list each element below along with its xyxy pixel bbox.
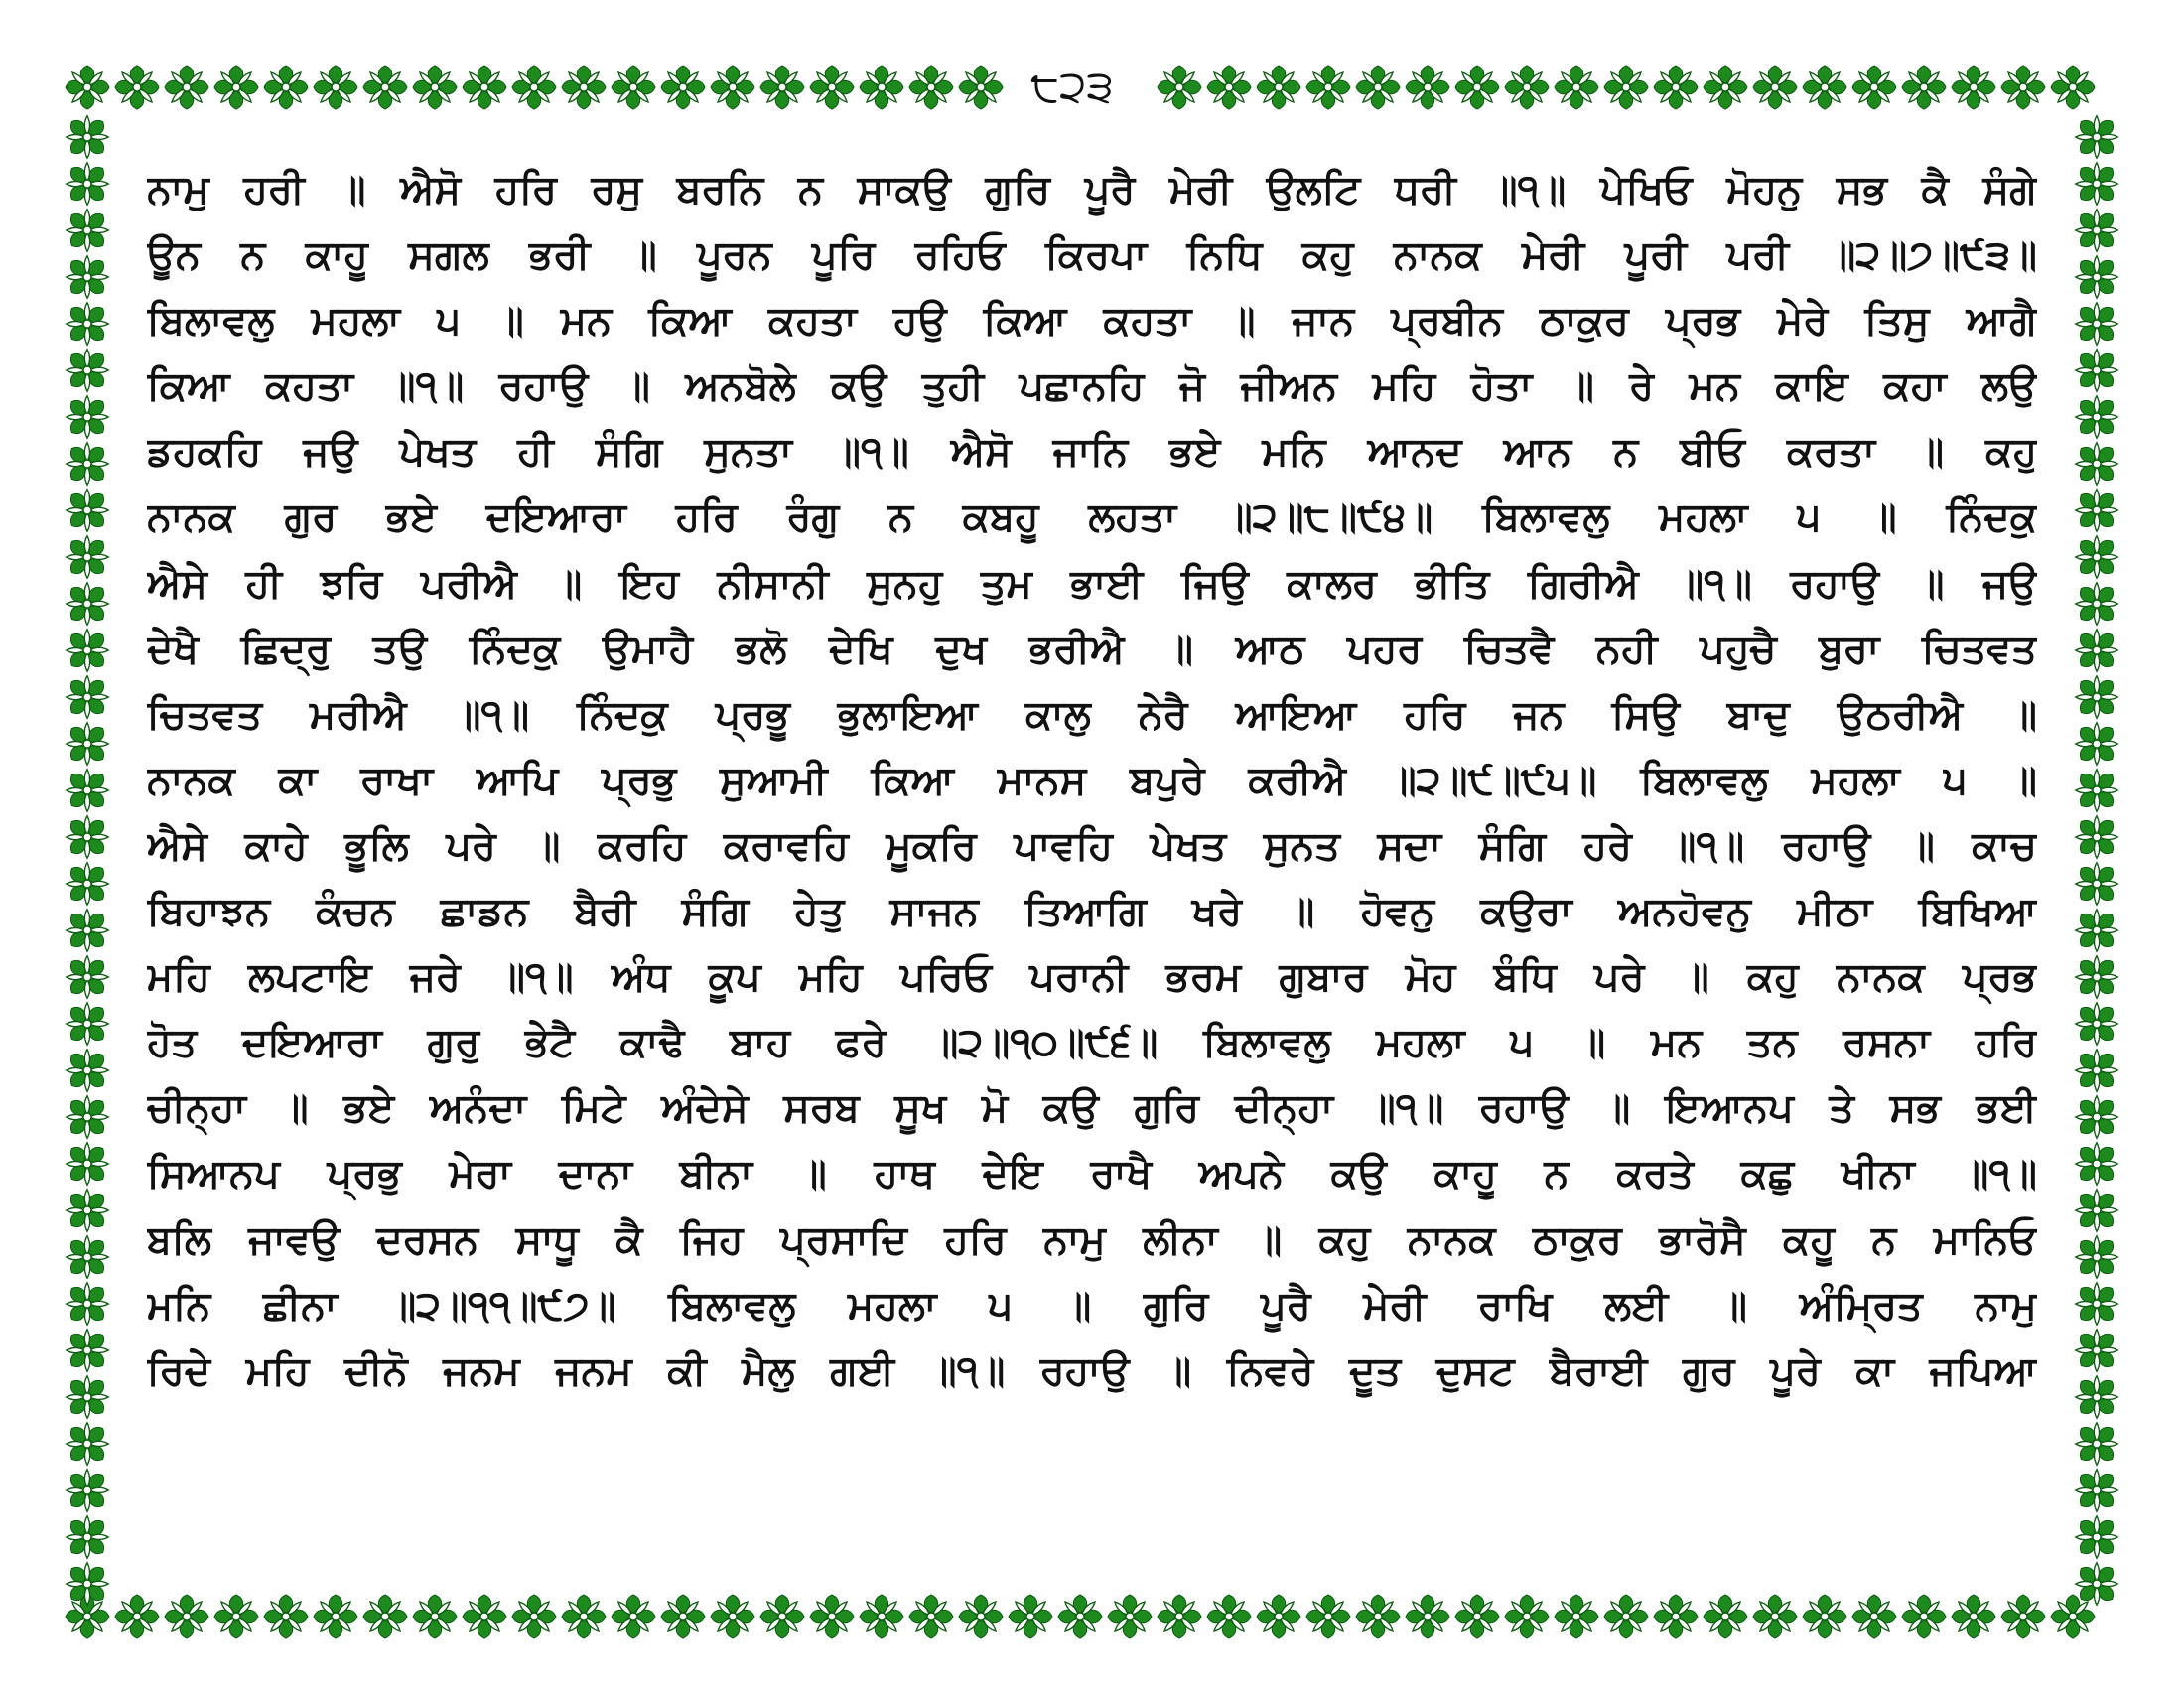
flower-ornament <box>1704 1595 1747 1638</box>
flower-ornament <box>264 1595 308 1638</box>
text-line: ਚੀਨ੍ਹਾ ॥ ਭਏ ਅਨੰਦਾ ਮਿਟੇ ਅੰਦੇਸੇ ਸਰਬ ਸੂਖ ਮੋ ਕਉ ਗੁਰਿ ਦੀਨ੍ਹਾ ॥੧॥ ਰਹਾਉ ॥ ਇਆਨਪ ਤੇ ਸਭ ਭਈ <box>147 1085 2037 1132</box>
flower-ornament <box>57 760 118 821</box>
flower-ornament <box>57 853 118 914</box>
flower-ornament <box>2066 806 2127 868</box>
flower-ornament <box>115 66 159 109</box>
flower-ornament <box>314 1595 357 1638</box>
flower-ornament <box>1306 1595 1350 1638</box>
text-line: ਐਸੇ ਕਾਹੇ ਭੂਲਿ ਪਰੇ ॥ ਕਰਹਿ ਕਰਾਵਹਿ ਮੂਕਰਿ ਪਾਵਹਿ ਪੇਖਤ ਸੁਨਤ ਸਦਾ ਸੰਗਿ ਹਰੇ ॥੧॥ ਰਹਾਉ ॥ ਕਾਚ <box>147 822 2037 869</box>
flower-ornament <box>2066 1180 2127 1241</box>
flower-ornament <box>661 1595 705 1638</box>
flower-ornament <box>57 620 118 681</box>
flower-ornament <box>1257 1595 1300 1638</box>
flower-ornament <box>57 946 118 1008</box>
flower-ornament <box>2066 293 2127 354</box>
text-line: ਐਸੇ ਹੀ ਝਰਿ ਪਰੀਐ ॥ ਇਹ ਨੀਸਾਨੀ ਸੁਨਹੁ ਤੁਮ ਭਾਈ ਜਿਉ ਕਾਲਰ ਭੀਤਿ ਗਿਰੀਐ ॥੧॥ ਰਹਾਉ ॥ ਜਉ <box>147 560 2037 607</box>
flower-ornament <box>810 1595 854 1638</box>
flower-ornament <box>57 200 118 261</box>
flower-ornament <box>1952 66 1995 109</box>
flower-ornament <box>1852 1595 1896 1638</box>
flower-ornament <box>2066 1040 2127 1101</box>
text-line: ਰਿਦੇ ਮਹਿ ਦੀਨੋ ਜਨਮ ਜਨਮ ਕੀ ਮੈਲੁ ਗਈ ॥੧॥ ਰਹਾਉ ॥ ਨਿਵਰੇ ਦੂਤ ਦੁਸਟ ਬੈਰਾਈ ਗੁਰ ਪੂਰੇ ਕਾ ਜਪਿਆ <box>147 1347 2037 1394</box>
flower-ornament <box>165 66 208 109</box>
flower-ornament <box>57 526 118 588</box>
flower-ornament <box>2066 1226 2127 1288</box>
text-line: ਹੋਤ ਦਇਆਰਾ ਗੁਰੁ ਭੇਟੈ ਕਾਢੈ ਬਾਹ ਫਰੇ ॥੨॥੧੦॥੯੬॥ ਬਿਲਾਵਲੁ ਮਹਲਾ ੫ ॥ ਮਨ ਤਨ ਰਸਨਾ ਹਰਿ <box>147 1020 2037 1066</box>
flower-ornament <box>2066 526 2127 588</box>
flower-ornament <box>2066 900 2127 961</box>
flower-ornament <box>2066 153 2127 214</box>
flower-ornament <box>2066 433 2127 494</box>
flower-ornament <box>2066 1413 2127 1475</box>
text-line: ਚਿਤਵਤ ਮਰੀਐ ॥੧॥ ਨਿੰਦਕੁ ਪ੍ਰਭੂ ਭੁਲਾਇਆ ਕਾਲੁ ਨੇਰੈ ਆਇਆ ਹਰਿ ਜਨ ਸਿਉ ਬਾਦੁ ਉਠਰੀਐ ॥ <box>147 691 2037 738</box>
flower-ornament <box>2051 66 2095 109</box>
flower-ornament <box>612 66 655 109</box>
flower-ornament <box>860 1595 903 1638</box>
flower-ornament <box>1555 1595 1598 1638</box>
flower-ornament <box>1009 1595 1052 1638</box>
flower-ornament <box>57 1040 118 1101</box>
gurbani-text-block <box>147 157 2037 1537</box>
flower-ornament <box>463 1595 506 1638</box>
flower-ornament <box>1356 66 1400 109</box>
flower-ornament <box>57 1133 118 1195</box>
flower-ornament <box>612 1595 655 1638</box>
flower-ornament <box>57 106 118 168</box>
flower-ornament <box>1902 1595 1946 1638</box>
flower-ornament <box>2066 1086 2127 1148</box>
flower-ornament <box>909 66 953 109</box>
flower-ornament <box>909 1595 953 1638</box>
flower-ornament <box>1654 1595 1698 1638</box>
flower-ornament <box>2066 946 2127 1008</box>
flower-ornament <box>1852 66 1896 109</box>
flower-ornament <box>1654 66 1698 109</box>
flower-ornament <box>2066 246 2127 308</box>
text-line: ਨਾਨਕ ਗੁਰ ਭਏ ਦਇਆਰਾ ਹਰਿ ਰੰਗੁ ਨ ਕਬਹੂ ਲਹਤਾ ॥੨॥੮॥੯੪॥ ਬਿਲਾਵਲੁ ਮਹਲਾ ੫ ॥ ਨਿੰਦਕੁ <box>147 494 2037 541</box>
flower-ornament <box>2066 1320 2127 1381</box>
flower-ornament <box>1803 1595 1846 1638</box>
flower-ornament <box>1257 66 1300 109</box>
flower-ornament <box>57 1553 118 1615</box>
flower-ornament <box>711 1595 754 1638</box>
flower-ornament <box>57 713 118 774</box>
text-line: ਬਿਲਾਵਲੁ ਮਹਲਾ ੫ ॥ ਮਨ ਕਿਆ ਕਹਤਾ ਹਉ ਕਿਆ ਕਹਤਾ ॥ ਜਾਨ ਪ੍ਰਬੀਨ ਠਾਕੁਰ ਪ੍ਰਭ ਮੇਰੇ ਤਿਸੁ ਆਗੈ <box>147 298 2037 345</box>
flower-ornament <box>57 340 118 401</box>
text-line: ਡਹਕਹਿ ਜਉ ਪੇਖਤ ਹੀ ਸੰਗਿ ਸੁਨਤਾ ॥੧॥ ਐਸੋ ਜਾਨਿ ਭਏ ਮਨਿ ਆਨਦ ਆਨ ਨ ਬੀਓ ਕਰਤਾ ॥ ਕਹੁ <box>147 429 2037 476</box>
text-line: ਨਾਨਕ ਕਾ ਰਾਖਾ ਆਪਿ ਪ੍ਰਭੁ ਸੁਆਮੀ ਕਿਆ ਮਾਨਸ ਬਪੁਰੇ ਕਰੀਐ ॥੨॥੯॥੯੫॥ ਬਿਲਾਵਲੁ ਮਹਲਾ ੫ ॥ <box>147 757 2037 803</box>
flower-ornament <box>1406 66 1449 109</box>
flower-ornament <box>2066 200 2127 261</box>
text-line: ਬਲਿ ਜਾਵਉ ਦਰਸਨ ਸਾਧੂ ਕੈ ਜਿਹ ਪ੍ਰਸਾਦਿ ਹਰਿ ਨਾਮੁ ਲੀਨਾ ॥ ਕਹੁ ਨਾਨਕ ਠਾਕੁਰ ਭਾਰੋਸੈ ਕਹੂ ਨ ਮਾਨਿਓ <box>147 1216 2037 1263</box>
flower-ornament <box>1704 66 1747 109</box>
flower-ornament <box>413 1595 457 1638</box>
flower-ornament <box>760 66 804 109</box>
flower-ornament <box>2066 713 2127 774</box>
flower-ornament <box>2066 106 2127 168</box>
flower-ornament <box>1952 1595 1995 1638</box>
flower-ornament <box>363 1595 407 1638</box>
flower-ornament <box>165 1595 208 1638</box>
flower-ornament <box>314 66 357 109</box>
flower-ornament <box>57 246 118 308</box>
flower-ornament <box>2066 1133 2127 1195</box>
flower-ornament <box>1803 66 1846 109</box>
text-line: ਬਿਹਾਝਨ ਕੰਚਨ ਛਾਡਨ ਬੈਰੀ ਸੰਗਿ ਹੇਤੁ ਸਾਜਨ ਤਿਆਗਿ ਖਰੇ ॥ ਹੋਵਨੁ ਕਉਰਾ ਅਨਹੋਵਨੁ ਮੀਠਾ ਬਿਖਿਆ <box>147 889 2037 935</box>
flower-ornament <box>57 666 118 728</box>
flower-ornament <box>860 66 903 109</box>
flower-ornament <box>57 1506 118 1568</box>
flower-ornament <box>1058 1595 1102 1638</box>
flower-ornament <box>2066 993 2127 1055</box>
flower-ornament <box>1505 1595 1549 1638</box>
text-line: ਦੇਖੈ ਛਿਦ੍ਰੁ ਤਉ ਨਿੰਦਕੁ ਉਮਾਹੈ ਭਲੋ ਦੇਖਿ ਦੁਖ ਭਰੀਐ ॥ ਆਠ ਪਹਰ ਚਿਤਵੈ ਨਹੀ ਪਹੁਚੈ ਬੁਰਾ ਚਿਤਵਤ <box>147 626 2037 672</box>
flower-ornament <box>363 66 407 109</box>
flower-ornament <box>1108 1595 1152 1638</box>
flower-ornament <box>661 66 705 109</box>
flower-ornament <box>512 1595 556 1638</box>
flower-ornament <box>2066 480 2127 541</box>
flower-ornament <box>2066 1366 2127 1428</box>
text-line: ਕਿਆ ਕਹਤਾ ॥੧॥ ਰਹਾਉ ॥ ਅਨਬੋਲੇ ਕਉ ਤੁਹੀ ਪਛਾਨਹਿ ਜੋ ਜੀਅਨ ਮਹਿ ਹੋਤਾ ॥ ਰੇ ਮਨ ਕਾਇ ਕਹਾ ਲਉ <box>147 363 2037 410</box>
flower-ornament <box>57 1226 118 1288</box>
flower-ornament <box>1753 1595 1797 1638</box>
flower-ornament <box>2066 340 2127 401</box>
flower-ornament <box>1406 1595 1449 1638</box>
flower-ornament <box>57 1460 118 1521</box>
flower-ornament <box>264 66 308 109</box>
text-line: ਨਾਮੁ ਹਰੀ ॥ ਐਸੋ ਹਰਿ ਰਸੁ ਬਰਨਿ ਨ ਸਾਕਉ ਗੁਰਿ ਪੂਰੈ ਮੇਰੀ ਉਲਟਿ ਧਰੀ ॥੧॥ ਪੇਖਿਓ ਮੋਹਨੁ ਸਭ ਕੈ ਸੰਗੇ <box>147 167 2037 212</box>
flower-ornament <box>1158 1595 1201 1638</box>
flower-ornament <box>2066 1506 2127 1568</box>
flower-ornament <box>562 1595 606 1638</box>
flower-ornament <box>57 900 118 961</box>
flower-ornament <box>1555 66 1598 109</box>
flower-ornament <box>2066 620 2127 681</box>
flower-ornament <box>711 66 754 109</box>
flower-ornament <box>1306 66 1350 109</box>
flower-ornament <box>57 1413 118 1475</box>
flower-ornament <box>2066 760 2127 821</box>
flower-ornament <box>57 806 118 868</box>
flower-ornament <box>1455 1595 1499 1638</box>
text-line: ਮਹਿ ਲਪਟਾਇ ਜਰੇ ॥੧॥ ਅੰਧ ਕੂਪ ਮਹਿ ਪਰਿਓ ਪਰਾਨੀ ਭਰਮ ਗੁਬਾਰ ਮੋਹ ਬੰਧਿ ਪਰੇ ॥ ਕਹੁ ਨਾਨਕ ਪ੍ਰਭ <box>147 954 2037 1001</box>
flower-ornament <box>1158 66 1201 109</box>
text-line: ਮਨਿ ਛੀਨਾ ॥੨॥੧੧॥੯੭॥ ਬਿਲਾਵਲੁ ਮਹਲਾ ੫ ॥ ਗੁਰਿ ਪੂਰੈ ਮੇਰੀ ਰਾਖਿ ਲਈ ॥ ਅੰਮ੍ਰਿਤ ਨਾਮੁ <box>147 1282 2037 1329</box>
flower-ornament <box>1207 66 1251 109</box>
flower-ornament <box>562 66 606 109</box>
flower-ornament <box>57 153 118 214</box>
flower-ornament <box>1356 1595 1400 1638</box>
flower-ornament <box>1207 1595 1251 1638</box>
flower-ornament <box>1455 66 1499 109</box>
flower-ornament <box>2066 853 2127 914</box>
flower-ornament <box>57 480 118 541</box>
flower-ornament <box>810 66 854 109</box>
flower-ornament <box>57 1273 118 1335</box>
flower-ornament <box>512 66 556 109</box>
flower-ornament <box>214 66 258 109</box>
flower-ornament <box>2066 386 2127 448</box>
flower-ornament <box>1604 66 1648 109</box>
flower-ornament <box>57 433 118 494</box>
flower-ornament <box>214 1595 258 1638</box>
flower-ornament <box>57 1086 118 1148</box>
flower-ornament <box>959 66 1003 109</box>
flower-ornament <box>760 1595 804 1638</box>
flower-ornament <box>2066 666 2127 728</box>
flower-ornament <box>57 1320 118 1381</box>
flower-ornament <box>1505 66 1549 109</box>
flower-ornament <box>57 573 118 634</box>
flower-ornament <box>115 1595 159 1638</box>
flower-ornament <box>2001 1595 2045 1638</box>
flower-ornament <box>57 386 118 448</box>
flower-ornament <box>57 293 118 354</box>
flower-ornament <box>66 66 109 109</box>
flower-ornament <box>2066 573 2127 634</box>
flower-ornament <box>1902 66 1946 109</box>
text-line: ਊਨ ਨ ਕਾਹੂ ਸਗਲ ਭਰੀ ॥ ਪੂਰਨ ਪੂਰਿ ਰਹਿਓ ਕਿਰਪਾ ਨਿਧਿ ਕਹੁ ਨਾਨਕ ਮੇਰੀ ਪੂਰੀ ਪਰੀ ॥੨॥੭॥੯੩॥ <box>147 232 2037 279</box>
flower-ornament <box>2001 66 2045 109</box>
flower-ornament <box>959 1595 1003 1638</box>
flower-ornament <box>57 1366 118 1428</box>
page-number: ੮੨੩ <box>1013 58 1132 117</box>
flower-ornament <box>57 1180 118 1241</box>
flower-ornament <box>463 66 506 109</box>
flower-ornament <box>2066 1273 2127 1335</box>
flower-ornament <box>1753 66 1797 109</box>
flower-ornament <box>2066 1460 2127 1521</box>
flower-ornament <box>413 66 457 109</box>
flower-ornament <box>2051 1595 2095 1638</box>
text-line: ਸਿਆਨਪ ਪ੍ਰਭੁ ਮੇਰਾ ਦਾਨਾ ਬੀਨਾ ॥ ਹਾਥ ਦੇਇ ਰਾਖੈ ਅਪਨੇ ਕਉ ਕਾਹੂ ਨ ਕਰਤੇ ਕਛੁ ਖੀਨਾ ॥੧॥ <box>147 1151 2037 1197</box>
flower-ornament <box>57 993 118 1055</box>
flower-ornament <box>1604 1595 1648 1638</box>
